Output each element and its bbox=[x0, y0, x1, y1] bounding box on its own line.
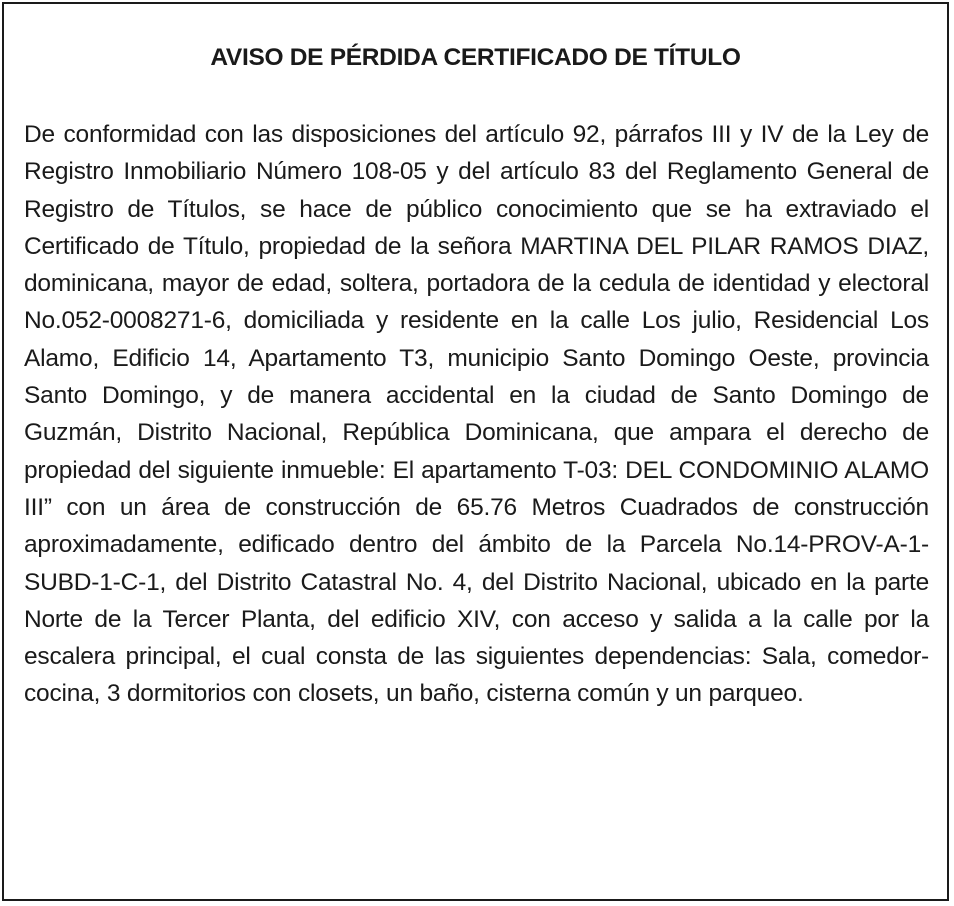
notice-body: De conformidad con las disposiciones del artículo 92, párrafos III y IV de la Ley de Registro Inmobiliario Número 108-05 y del artículo 83 del Reglamento General de Registro de Títulos, se hace de público conocimiento que se ha extraviado el Certificado de Título, propiedad de la señora MARTINA DEL PILAR RAMOS DIAZ, dominicana, mayor de edad, soltera, portadora de la cedula de identidad y electoral No.052-0008271-6, domiciliada y residente en la calle Los julio, Residencial Los Alamo, Edificio 14, Apartamento T3, municipio Santo Domingo Oeste, provincia Santo Domingo, y de manera accidental en la ciudad de Santo Domingo de Guzmán, Distrito Nacional, República Dominicana, que ampara el derecho de propiedad del siguiente inmueble: El apartamento T-03: DEL CONDOMINIO ALAMO III” con un área de construcción de 65.76 Metros Cuadrados de construcción aproximadamente, edificado dentro del ámbito de la Parcela No.14-PROV-A-1-SUBD-1-C-1, del Distrito Catastral No. 4, del Distrito Nacional, ubicado en la parte Norte de la Tercer Planta, del edificio XIV, con acceso y salida a la calle por la escalera principal, el cual consta de las siguientes dependencias: Sala, comedor-cocina, 3 dormitorios con closets, un baño, cisterna común y un parqueo. bbox=[24, 121, 929, 708]
notice-title: AVISO DE PÉRDIDA CERTIFICADO DE TÍTULO bbox=[210, 44, 741, 71]
notice-frame bbox=[2, 2, 949, 901]
